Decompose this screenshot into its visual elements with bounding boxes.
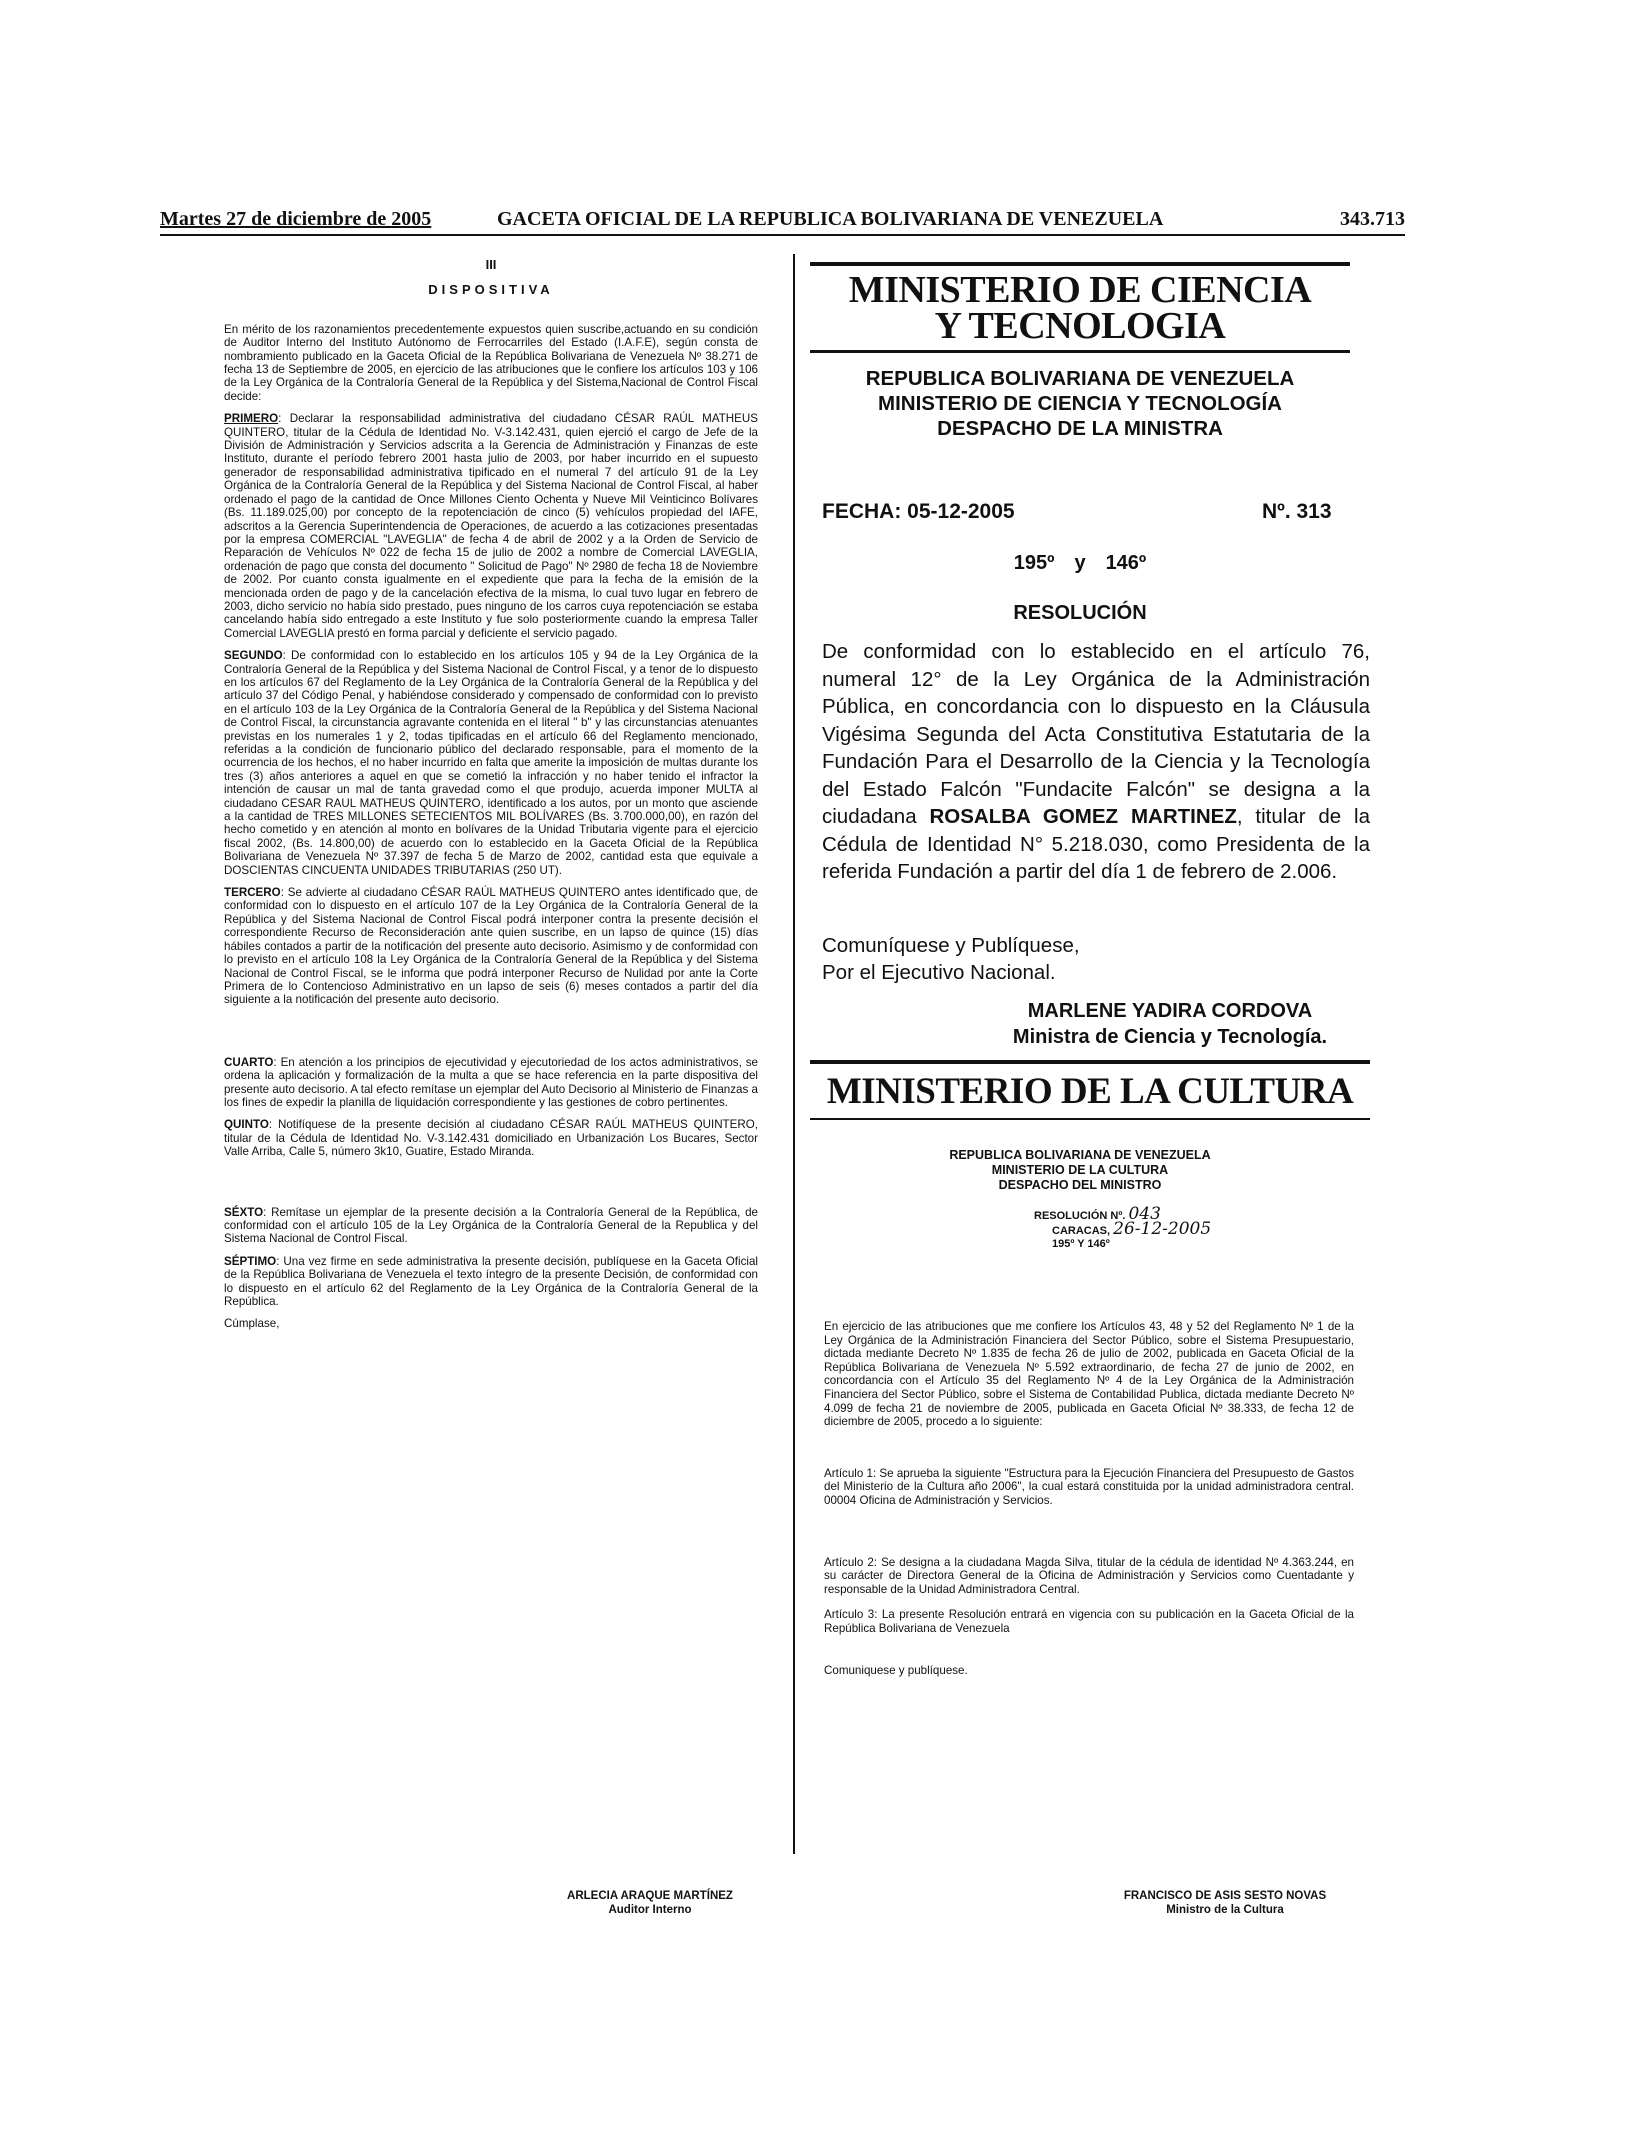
mc-caracas-label: CARACAS, xyxy=(1052,1225,1111,1237)
cuarto-paragraph xyxy=(224,1056,758,1110)
septimo-text: : Una vez firme en sede administrativa la presente decisión, publíquese en la Gaceta Oficial de la República Bolivariana de Venezuela el texto íntegro de la presente Decisión, de conformidad con lo dispuesto en el artículo 62 del Reglamento de la Ley Orgánica de la Contraloría General de la República. xyxy=(224,1254,758,1308)
mc-signature-block xyxy=(1090,1889,1360,1917)
header-date: Martes 27 de diciembre de 2005 xyxy=(160,208,432,230)
mct-signature-block xyxy=(1000,998,1340,1050)
header-rule xyxy=(160,234,1405,236)
left-column-dispositiva xyxy=(224,258,758,1340)
segundo-text: : De conformidad con lo establecido en los artículos 105 y 94 de la Ley Orgánica de la Contraloría General de la República y del Sistema Nacional de Control Fiscal, y a tenor de lo dispuesto en los artículos 67 del Reglamento de la Ley Orgánica de la Contraloría General de la República y del artículo 37 del Código Penal, y habiéndose considerado y compensado de conformidad con lo previsto en el artículo 103 de la Ley Orgánica de la Contraloría General de la República y del Sistema Nacional de Control Fiscal, la circunstancia agravante contenida en el literal " b" y las circunstancias atenuantes previstas en los numerales 1 y 2, todas tipificadas en el artículo 66 del Reglamento mencionado, referidas a la condición de funcionario público del declarado responsable, para el momento de la ocurrencia de los hechos, el no haber incurrido en falta que amerite la imposición de multas durante los tres (3) años anteriores a aquel en que se cometió la infracción y no haber tenido el infractor la intención de causar un mal de tanta gravedad como el que produjo, acuerda imponer MULTA al ciudadano CESAR RAUL MATHEUS QUINTERO, identificado a los autos, por un monto que asciende a la cantidad de TRES MILLONES SETECIENTOS MIL BOLÍVARES (Bs. 3.700.000,00), en razón del hecho cometido y en atención al monto en bolívares de la Unidad Tributaria vigente para el ejercicio fiscal 2002, (Bs. 14.800,00) de acuerdo con lo establecido en la Gaceta Oficial de la República Bolivariana de Venezuela Nº 37.397 de fecha 5 de Marzo de 2002, cantidad esta que equivale a DOSCIENTAS CINCUENTA UNIDADES TRIBUTARIAS (250 UT). xyxy=(224,649,758,877)
tercero-label: TERCERO xyxy=(224,886,281,900)
tercero-paragraph xyxy=(224,886,758,1007)
mc-resolucion-num: 043 xyxy=(1128,1204,1161,1224)
mct-heading xyxy=(810,366,1350,441)
mc-articulo-2: Artículo 2: Se designa a la ciudadana Magda Silva, titular de la cédula de identidad Nº 4.363.244, en su carácter de Directora General de la Oficina de Administración y Servicios como Cuentadante y responsable de la Unidad Administradora Central. xyxy=(824,1555,1354,1596)
mc-head-line1: REPUBLICA BOLIVARIANA DE VENEZUELA xyxy=(949,1148,1211,1162)
mc-resolucion-label: RESOLUCIÓN Nº. xyxy=(1034,1210,1126,1222)
tercero-text: : Se advierte al ciudadano CÉSAR RAÚL MATHEUS QUINTERO antes identificado que, de conformidad con lo dispuesto en el artículo 107 de la Ley Orgánica de la Contraloría General de la República y del Sistema Nacional de Control Fiscal podrá interponer contra la presente decisión el correspondiente Recurso de Reconsideración ante quien suscribe, en un lapso de quince (15) días hábiles contados a partir de la notificación del presente auto decisorio. Asimismo y de conformidad con lo previsto en el artículo 108 la Ley Orgánica de la Contraloría General de la República y del Sistema Nacional de Control Fiscal, se le informa que podrá interponer Recurso de Nulidad por ante la Corte Primera de lo Contencioso Administrativo en un lapso de seis (6) meses contados a partir del día siguiente a la notificación del presente auto decisorio. xyxy=(224,886,758,1007)
mct-body-name: ROSALBA GOMEZ MARTINEZ xyxy=(929,805,1237,828)
column-divider xyxy=(793,254,795,1854)
quinto-paragraph xyxy=(224,1118,758,1158)
spacer xyxy=(824,1596,1354,1608)
mct-title xyxy=(810,269,1350,347)
mct-numero: Nº. 313 xyxy=(1262,500,1332,523)
mct-year1: 195º xyxy=(1013,552,1055,574)
mct-sig-name: MARLENE YADIRA CORDOVA xyxy=(1027,1000,1313,1022)
mct-closing-line2: Por el Ejecutivo Nacional. xyxy=(822,961,1056,984)
segundo-label: SEGUNDO xyxy=(224,649,283,663)
mct-body xyxy=(822,638,1370,886)
mc-heading xyxy=(810,1148,1350,1193)
auditor-signature-block xyxy=(540,1889,760,1917)
mct-closing xyxy=(822,932,1362,986)
mc-head-line2: MINISTERIO DE LA CULTURA xyxy=(991,1163,1169,1177)
sexto-text: : Remítase un ejemplar de la presente decisión a la Contraloría General de la República, de conformidad con el artículo 105 de la Ley Orgánica de la Contraloría General de la Republica y del Sistema Nacional de Control Fiscal. xyxy=(224,1205,758,1246)
mc-intro: En ejercicio de las atribuciones que me confiere los Artículos 43, 48 y 52 del Reglamento Nº 1 de la Ley Orgánica de la Administración Financiera del Sector Público, sobre el Sistema Presupuestario, dictada mediante Decreto Nº 1.835 de fecha 26 de julio de 2002, publicada en Gaceta Oficial de la República Bolivariana de Venezuela Nº 5.592 extraordinario, de fecha 27 de junio de 2002, en concordancia con el Artículo 35 del Reglamento Nº 4 de la Ley Orgánica de la Administración Financiera del Sector Público, sobre el Sistema de Contabilidad Publica, dictada mediante Decreto Nº 4.099 de fecha 21 de noviembre de 2005, publicada en Gaceta Oficial Nº 38.333, de fecha 12 de diciembre de 2005, procedo a lo siguiente: xyxy=(824,1320,1354,1429)
mct-year-conj: y xyxy=(1074,552,1086,574)
intro-paragraph: En mérito de los razonamientos precedentemente expuestos quien suscribe,actuando en su condición de Auditor Interno del Instituto Autónomo de Ferrocarriles del Estado (I.A.F.E), según consta de nombramiento publicado en la Gaceta Oficial de la República Bolivariana de Venezuela Nº 38.271 de fecha 13 de Septiembre de 2005, en ejercicio de las atribuciones que le confiere los artículos 103 y 106 de la Ley Orgánica de la Contraloría General de la República y del Sistema,Nacional de Control Fiscal decide: xyxy=(224,322,758,403)
primero-paragraph xyxy=(224,412,758,640)
primero-text: : Declarar la responsabilidad administrativa del ciudadano CÉSAR RAÚL MATHEUS QUINTERO, titular de la Cédula de Identidad No. V-3.142.431, quien ejerció el cargo de Jefe de la División de Administración y Servicios adscrita a la Gerencia de Administración y Finanzas de este Instituto, durante el período febrero 2001 hasta julio de 2003, por haber incurrido en el supuesto generador de responsabilidad administrativa tipificado en el numeral 7 del artículo 91 de la Ley Orgánica de la Contraloría General de la República y del Sistema Nacional de Control Fiscal, al haber ordenado el pago de la cantidad de Once Millones Ciento Ochenta y Nueve Mil Veinticinco Bolívares (Bs. 11.189.025,00) por concepto de la repotenciación de cinco (5) vehículos propiedad del IAFE, adscritos a la Gerencia Superintendencia de Operaciones, de acuerdo a las cotizaciones presentadas por la empresa COMERCIAL "LAVEGLIA" de fecha 4 de abril de 2002 y a la Orden de Servicio de Reparación de Vehículos Nº 022 de fecha 15 de julio de 2002 a nombre de Comercial LAVEGLIA, ordenación de pago que consta del documento " Solicitud de Pago" Nº 2980 de fecha 18 de Noviembre de 2002. Por cuanto consta igualmente en el expediente que para la fecha de la emisión de la mencionada orden de pago y de la cancelación efectiva de la misma, lo cual tuvo lugar en febrero de 2003, dicho servicio no había sido prestado, pues ninguno de los carros cuya repotenciación se estaba cancelando había sido entregado a este Instituto y fue solo posteriormente cuando la empresa Taller Comercial LAVEGLIA prestó en forma parcial y deficiente el servicio pagado. xyxy=(224,412,758,640)
header-publication: GACETA OFICIAL DE LA REPUBLICA BOLIVARIANA DE VENEZUELA xyxy=(497,208,1164,230)
header-page-number: 343.713 xyxy=(1340,208,1405,230)
closing-cumplase: Cúmplase, xyxy=(224,1317,280,1331)
septimo-paragraph xyxy=(224,1255,758,1309)
mc-bottom-rule xyxy=(810,1118,1370,1120)
mct-fecha: FECHA: 05-12-2005 xyxy=(822,500,1015,523)
sexto-paragraph xyxy=(224,1206,758,1246)
section-roman-numeral: III xyxy=(485,257,497,272)
segundo-paragraph xyxy=(224,649,758,877)
mct-head-line2: MINISTERIO DE CIENCIA Y TECNOLOGÍA xyxy=(878,392,1282,415)
primero-label: PRIMERO xyxy=(224,412,279,426)
mc-title: MINISTERIO DE LA CULTURA xyxy=(826,1071,1354,1112)
septimo-label: SÉPTIMO xyxy=(224,1254,277,1268)
mct-years xyxy=(810,552,1350,575)
mc-sig-name: FRANCISCO DE ASIS SESTO NOVAS xyxy=(1123,1890,1327,1902)
spacer xyxy=(824,1429,1354,1467)
mct-body-a: De conformidad con lo establecido en el artículo 76, numeral 12° de la Ley Orgánica de la Administración Pública, en concordancia con lo dispuesto en la Cláusula Vigésima Segunda del Acta Constitutiva Estatutaria de la Fundación Para el Desarrollo de la Ciencia y la Tecnología del Estado Falcón "Fundacite Falcón" se designa a la ciudadana xyxy=(822,640,1370,828)
mct-bottom-rule xyxy=(810,350,1350,353)
section-title: DISPOSITIVA xyxy=(428,282,554,298)
mc-body xyxy=(824,1320,1354,1677)
mct-resolucion-title: RESOLUCIÓN xyxy=(1013,602,1147,624)
quinto-text: : Notifíquese de la presente decisión al ciudadano CÉSAR RAÚL MATHEUS QUINTERO, titular de la Cédula de Identidad No. V-3.142.431 domiciliado en Urbanización Los Bucares, Sector Valle Arriba, Calle 5, número 3k10, Guatire, Estado Miranda. xyxy=(224,1118,758,1159)
mct-closing-line1: Comuníquese y Publíquese, xyxy=(822,934,1080,957)
mct-top-rule xyxy=(810,262,1350,266)
mc-sig-title: Ministro de la Cultura xyxy=(1166,1904,1284,1916)
signature-title: Auditor Interno xyxy=(608,1904,692,1916)
quinto-label: QUINTO xyxy=(224,1118,269,1132)
spacer xyxy=(824,1508,1354,1556)
mct-body-b: , titular de la Cédula de Identidad N° 5.218.030, como Presidenta de la referida Fundación a partir del día 1 de febrero de 2.006. xyxy=(822,805,1370,883)
mct-head-line3: DESPACHO DE LA MINISTRA xyxy=(937,417,1223,440)
mct-title-line1: MINISTERIO DE CIENCIA xyxy=(848,269,1312,311)
mc-resolution-block xyxy=(1034,1204,1212,1251)
cuarto-label: CUARTO xyxy=(224,1055,274,1069)
sexto-label: SÉXTO xyxy=(224,1205,264,1219)
page-header xyxy=(160,208,1405,234)
spacer xyxy=(824,1636,1354,1664)
mc-caracas-line xyxy=(1034,1219,1212,1239)
mc-closing: Comuniquese y publíquese. xyxy=(824,1663,968,1677)
mct-sig-title: Ministra de Ciencia y Tecnología. xyxy=(1012,1026,1328,1048)
mc-articulo-1: Artículo 1: Se aprueba la siguiente "Estructura para la Ejecución Financiera del Presupuesto de Gastos del Ministerio de la Cultura año 2006", la cual estará constituida por la unidad administradora central. 00004 Oficina de Administración y Servicios. xyxy=(824,1466,1355,1507)
mct-head-line1: REPUBLICA BOLIVARIANA DE VENEZUELA xyxy=(865,367,1295,390)
mc-top-rule xyxy=(810,1060,1370,1064)
mc-articulo-3: Artículo 3: La presente Resolución entrará en vigencia con su publicación en la Gaceta Oficial de la República Bolivariana de Venezuela xyxy=(824,1608,1354,1635)
mc-head-line3: DESPACHO DEL MINISTRO xyxy=(998,1178,1162,1192)
spacer xyxy=(224,1168,758,1206)
cuarto-text: : En atención a los principios de ejecutividad y ejecutoriedad de los actos administrativos, se ordena la aplicación y formalización de la multa a que se hace referencia en la parte dispositiva del presente auto decisorio. A tal efecto remítase un ejemplar del Auto Decisorio al Ministerio de Finanzas a los fines de expedir la planilla de liquidación correspondiente y las gestiones de cobro pertinentes. xyxy=(224,1055,758,1109)
mc-years: 195º Y 146º xyxy=(1052,1238,1110,1250)
spacer xyxy=(224,1016,758,1056)
signature-name: ARLECIA ARAQUE MARTÍNEZ xyxy=(567,1890,733,1902)
mct-title-line2: Y TECNOLOGIA xyxy=(934,305,1226,347)
mc-caracas-date: 26-12-2005 xyxy=(1113,1219,1212,1239)
mct-year2: 146º xyxy=(1105,552,1147,574)
